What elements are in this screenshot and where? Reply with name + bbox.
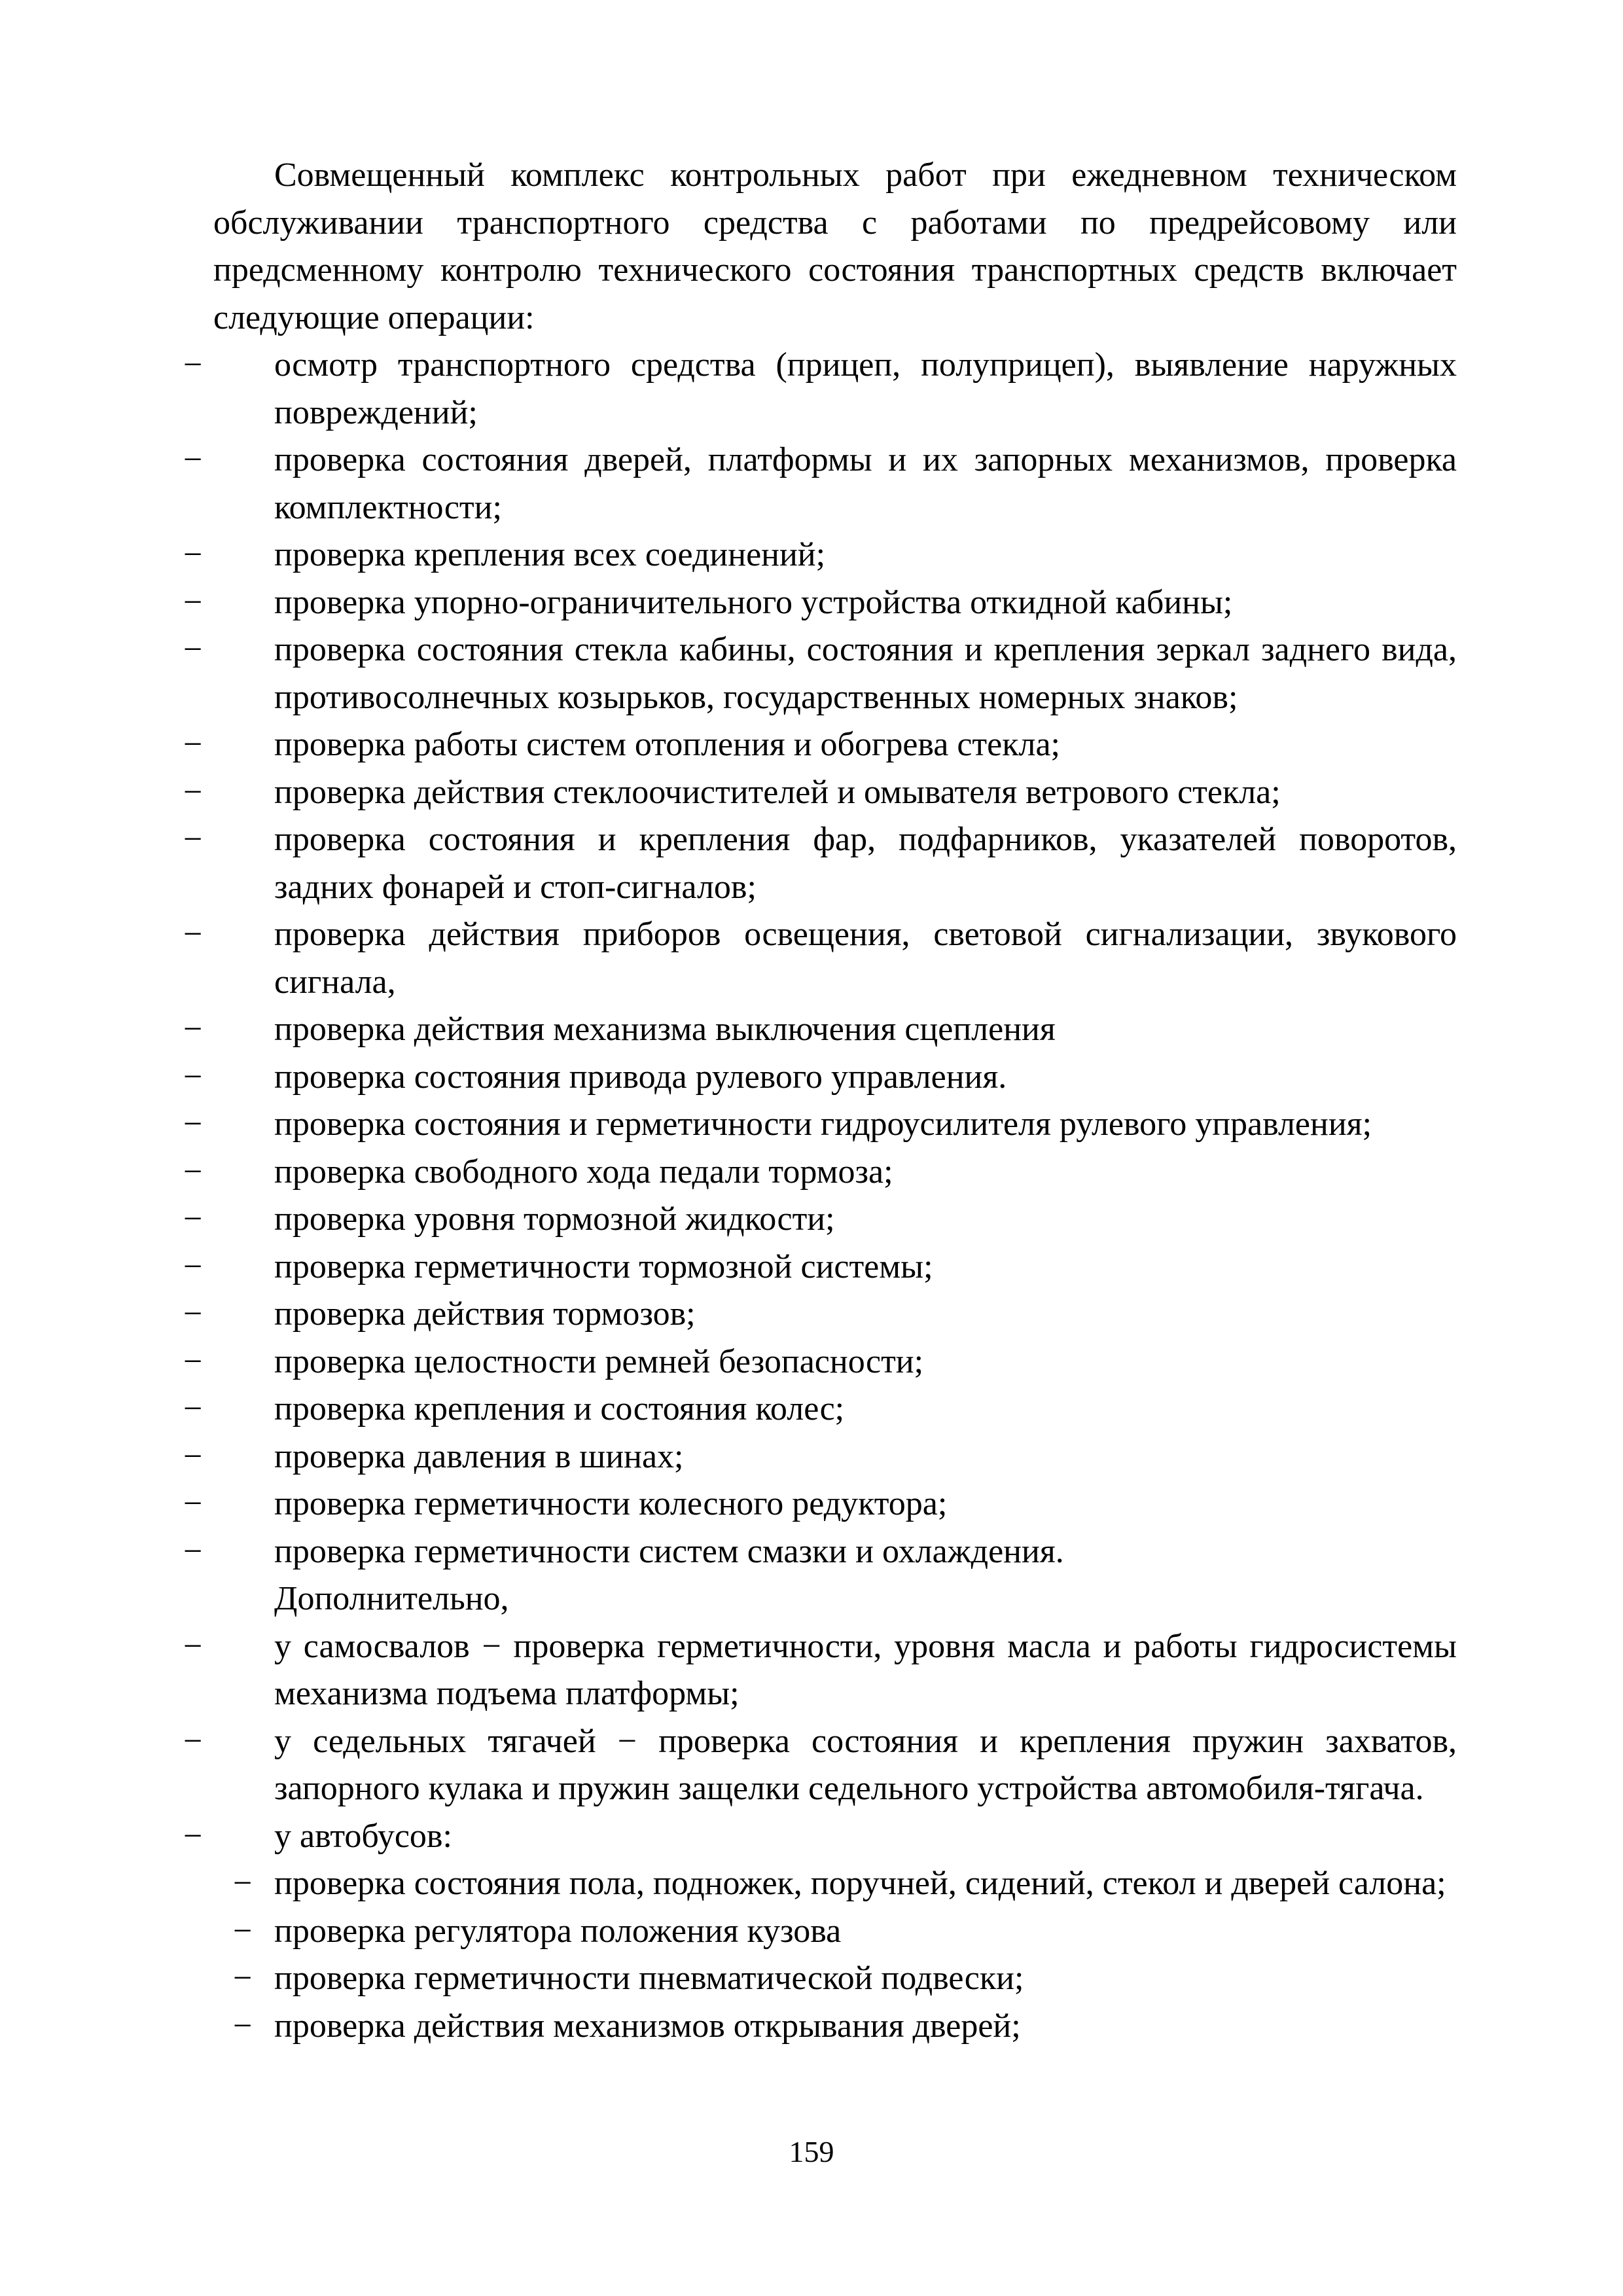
dash-bullet: −	[183, 1105, 203, 1143]
list-item	[183, 1480, 1457, 1528]
dash-bullet: −	[183, 1058, 203, 1096]
list-item-text: проверка крепления всех соединений;	[274, 536, 826, 573]
list-item-text: проверка действия стеклоочистителей и омывателя ветрового стекла;	[274, 773, 1281, 811]
list-item-text: проверка состояния стекла кабины, состояния и крепления зеркал заднего вида, противосолнечных козырьков, государственных номерных знаков;	[274, 631, 1457, 716]
list-item	[183, 1054, 1457, 1102]
dash-bullet: −	[183, 583, 203, 621]
list-item-text: проверка состояния пола, подножек, поручней, сидений, стекол и дверей салона;	[274, 1865, 1446, 1902]
list-item-text: проверка герметичности колесного редуктора;	[274, 1485, 948, 1522]
sub-list-item	[213, 1908, 1457, 1956]
list-item	[183, 437, 1457, 531]
dash-bullet: −	[183, 1247, 203, 1285]
list-item	[183, 626, 1457, 721]
list-item	[183, 769, 1457, 817]
dash-bullet: −	[183, 1532, 203, 1570]
dash-bullet: −	[183, 773, 203, 811]
list-item-text: проверка действия механизмов открывания дверей;	[274, 2007, 1021, 2045]
list-item-text: проверка состояния привода рулевого управления.	[274, 1058, 1007, 1096]
dash-bullet: −	[233, 1960, 253, 1997]
dash-bullet: −	[183, 916, 203, 953]
dash-bullet: −	[183, 1200, 203, 1238]
list-item	[183, 1386, 1457, 1433]
list-item-text: осмотр транспортного средства (прицеп, полуприцеп), выявление наружных повреждений;	[274, 346, 1457, 431]
dash-bullet: −	[233, 2007, 253, 2045]
dash-bullet: −	[183, 821, 203, 858]
dash-bullet: −	[183, 1295, 203, 1333]
list-item	[183, 816, 1457, 911]
list-item-text: проверка герметичности тормозной системы;	[274, 1247, 933, 1285]
intro-paragraph: Совмещенный комплекс контрольных работ при ежедневном техническом обслуживании транспортного средства с работами по предрейсовому или предсменному контролю технического состояния транспортных средств включает следующие операции:	[213, 156, 1457, 336]
bus-sublist	[213, 1860, 1457, 2050]
list-item	[183, 579, 1457, 627]
list-item-text: у автобусов:	[274, 1817, 452, 1855]
list-item	[183, 1623, 1457, 1718]
dash-bullet: −	[183, 1722, 203, 1760]
list-item-text: проверка действия приборов освещения, световой сигнализации, звукового сигнала,	[274, 916, 1457, 1001]
dash-bullet: −	[183, 346, 203, 384]
list-item	[183, 721, 1457, 769]
dash-bullet: −	[183, 1011, 203, 1048]
list-item	[183, 1813, 1457, 1861]
list-item-text: проверка действия механизма выключения сцепления	[274, 1011, 1056, 1048]
dash-bullet: −	[183, 1817, 203, 1855]
dash-bullet: −	[183, 536, 203, 573]
list-item	[183, 342, 1457, 437]
additional-label: Дополнительно,	[274, 1580, 509, 1617]
list-item	[183, 1718, 1457, 1813]
dash-bullet: −	[183, 1153, 203, 1191]
list-item-text: проверка герметичности пневматической подвески;	[274, 1960, 1024, 1997]
list-item-text: проверка действия тормозов;	[274, 1295, 696, 1333]
list-item-text: проверка состояния и крепления фар, подфарников, указателей поворотов, задних фонарей и стоп-сигналов;	[274, 821, 1457, 906]
additional-list	[183, 1623, 1457, 1861]
operations-list	[183, 342, 1457, 1575]
list-item	[183, 1006, 1457, 1054]
dash-bullet: −	[183, 1485, 203, 1522]
dash-bullet: −	[183, 1437, 203, 1475]
dash-bullet: −	[233, 1912, 253, 1950]
list-item	[183, 1196, 1457, 1244]
dash-bullet: −	[233, 1865, 253, 1902]
list-item-text: у самосвалов − проверка герметичности, уровня масла и работы гидросистемы механизма подъема платформы;	[274, 1627, 1457, 1712]
page-number: 159	[789, 2135, 834, 2168]
dash-bullet: −	[183, 726, 203, 763]
sub-list-item	[213, 2003, 1457, 2051]
list-item	[183, 1101, 1457, 1149]
list-item	[183, 911, 1457, 1006]
list-item	[183, 531, 1457, 579]
list-item	[183, 1528, 1457, 1576]
list-item-text: у седельных тягачей − проверка состояния и крепления пружин захватов, запорного кулака и пружин защелки седельного устройства автомобиля-тягача.	[274, 1722, 1457, 1807]
list-item-text: проверка свободного хода педали тормоза;	[274, 1153, 893, 1191]
dash-bullet: −	[183, 441, 203, 478]
dash-bullet: −	[183, 1342, 203, 1380]
list-item-text: проверка работы систем отопления и обогрева стекла;	[274, 726, 1060, 763]
list-item	[183, 1149, 1457, 1196]
list-item-text: проверка целостности ремней безопасности;	[274, 1342, 924, 1380]
dash-bullet: −	[183, 1627, 203, 1665]
list-item	[183, 1338, 1457, 1386]
list-item-text: проверка герметичности систем смазки и охлаждения.	[274, 1532, 1064, 1570]
dash-bullet: −	[183, 1390, 203, 1427]
list-item-text: проверка упорно-ограничительного устройства откидной кабины;	[274, 583, 1233, 621]
sub-list-item	[213, 1955, 1457, 2003]
list-item-text: проверка состояния и герметичности гидроусилителя рулевого управления;	[274, 1105, 1372, 1143]
list-item-text: проверка уровня тормозной жидкости;	[274, 1200, 835, 1238]
list-item	[183, 1291, 1457, 1338]
sub-list-item	[213, 1860, 1457, 1908]
dash-bullet: −	[183, 631, 203, 668]
list-item	[183, 1244, 1457, 1291]
document-page	[183, 152, 1457, 2050]
list-item-text: проверка крепления и состояния колес;	[274, 1390, 845, 1427]
list-item-text: проверка регулятора положения кузова	[274, 1912, 842, 1950]
list-item-text: проверка давления в шинах;	[274, 1437, 684, 1475]
list-item-text: проверка состояния дверей, платформы и их запорных механизмов, проверка комплектности;	[274, 441, 1457, 526]
list-item	[183, 1433, 1457, 1481]
